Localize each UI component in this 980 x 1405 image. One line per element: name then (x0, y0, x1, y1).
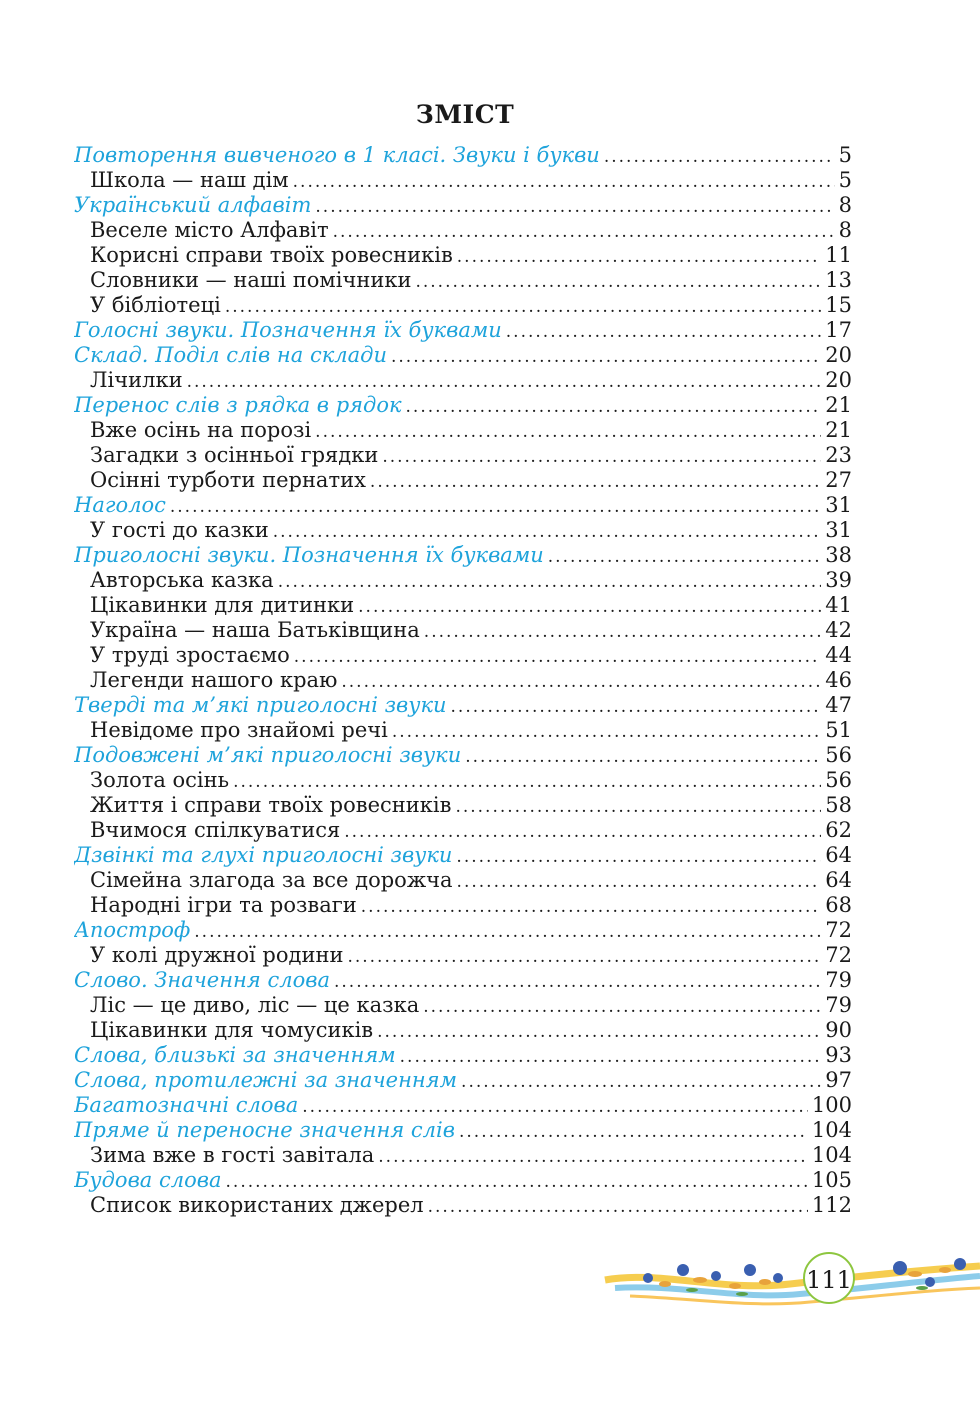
toc-entry-page: 8 (838, 193, 852, 217)
toc-entry-page: 79 (825, 968, 852, 992)
dot-leader (315, 420, 821, 443)
toc-subentry (74, 568, 852, 593)
toc-subentry (74, 643, 852, 668)
toc-entry-page: 31 (825, 493, 852, 517)
dot-leader (415, 270, 821, 293)
toc-entry-page: 100 (811, 1093, 852, 1117)
toc-subentry (74, 593, 852, 618)
toc-entry-page: 44 (825, 643, 852, 667)
toc-entry-title: Приголосні звуки. Позначення їх буквами (74, 543, 544, 567)
dot-leader (548, 545, 822, 568)
toc-section-entry (74, 393, 852, 418)
toc-subentry (74, 993, 852, 1018)
toc-entry-page: 64 (825, 868, 852, 892)
toc-entry-title: Будова слова (74, 1168, 222, 1192)
toc-subentry (74, 368, 852, 393)
toc-entry-title: Вчимося спілкуватися (90, 818, 341, 842)
toc-entry-page: 104 (811, 1143, 852, 1167)
toc-entry-title: Вже осінь на порозі (90, 418, 312, 442)
toc-subentry (74, 943, 852, 968)
toc-entry-page: 21 (825, 418, 852, 442)
toc-entry-title: Золота осінь (90, 768, 230, 792)
dot-leader (428, 1195, 808, 1218)
toc-entry-title: У колі дружної родини (90, 943, 344, 967)
dot-leader (465, 745, 821, 768)
toc-entry-page: 97 (825, 1068, 852, 1092)
dot-leader (361, 895, 822, 918)
toc-section-entry (74, 343, 852, 368)
toc-entry-title: Ліс — це диво, ліс — це казка (90, 993, 420, 1017)
dot-leader (333, 220, 835, 243)
toc-entry-title: Життя і справи твоїх ровесників (90, 793, 452, 817)
toc-entry-title: Український алфавіт (74, 193, 312, 217)
page-title: ЗМІСТ (415, 100, 515, 129)
dot-leader (406, 395, 822, 418)
dot-leader (334, 970, 821, 993)
toc-entry-page: 5 (838, 168, 852, 192)
toc-subentry (74, 418, 852, 443)
dot-leader (225, 295, 821, 318)
toc-entry-page: 21 (825, 393, 852, 417)
toc-entry-page: 8 (838, 218, 852, 242)
toc-entry-page: 93 (825, 1043, 852, 1067)
toc-entry-title: Склад. Поділ слів на склади (74, 343, 387, 367)
dot-leader (233, 770, 821, 793)
toc-entry-title: Список використаних джерел (90, 1193, 424, 1217)
dot-leader (456, 845, 821, 868)
toc-section-entry (74, 843, 852, 868)
dot-leader (423, 995, 821, 1018)
toc-subentry (74, 718, 852, 743)
toc-entry-page: 112 (811, 1193, 852, 1217)
toc-entry-title: Школа — наш дім (90, 168, 289, 192)
toc-entry-title: Голосні звуки. Позначення їх буквами (74, 318, 502, 342)
toc-entry-page: 104 (811, 1118, 852, 1142)
toc-entry-page: 39 (825, 568, 852, 592)
toc-section-entry (74, 1093, 852, 1118)
toc-entry-page: 20 (825, 343, 852, 367)
dot-leader (451, 695, 822, 718)
toc-entry-page: 46 (825, 668, 852, 692)
dot-leader (457, 870, 822, 893)
toc-entry-title: Багатозначні слова (74, 1093, 299, 1117)
toc-entry-title: Пряме й переносне значення слів (74, 1118, 455, 1142)
toc-entry-page: 38 (825, 543, 852, 567)
toc-entry-page: 56 (825, 768, 852, 792)
toc-entry-page: 23 (825, 443, 852, 467)
toc-entry-page: 62 (825, 818, 852, 842)
toc-subentry (74, 218, 852, 243)
table-of-contents (74, 143, 852, 1218)
dot-leader (170, 495, 821, 518)
dot-leader (187, 370, 822, 393)
dot-leader (604, 145, 835, 168)
toc-entry-page: 41 (825, 593, 852, 617)
dot-leader (382, 445, 821, 468)
toc-entry-title: У гості до казки (90, 518, 269, 542)
toc-entry-page: 68 (825, 893, 852, 917)
dot-leader (278, 570, 822, 593)
toc-entry-title: Легенди нашого краю (90, 668, 338, 692)
toc-entry-title: Цікавинки для чомусиків (90, 1018, 374, 1042)
dot-leader (358, 595, 821, 618)
toc-entry-title: Апостроф (74, 918, 191, 942)
toc-subentry (74, 443, 852, 468)
dot-leader (293, 170, 835, 193)
toc-entry-page: 13 (825, 268, 852, 292)
dot-leader (391, 345, 821, 368)
floral-ribbon-decoration (600, 1240, 980, 1325)
toc-subentry (74, 893, 852, 918)
dot-leader (302, 1095, 808, 1118)
toc-subentry (74, 1143, 852, 1168)
toc-entry-page: 64 (825, 843, 852, 867)
dot-leader (315, 195, 834, 218)
dot-leader (341, 670, 821, 693)
toc-entry-page: 20 (825, 368, 852, 392)
toc-section-entry (74, 318, 852, 343)
dot-leader (344, 820, 821, 843)
dot-leader (461, 1070, 821, 1093)
toc-entry-title: Лічилки (90, 368, 183, 392)
toc-entry-title: Сімейна злагода за все дорожча (90, 868, 453, 892)
toc-entry-page: 72 (825, 918, 852, 942)
dot-leader (400, 1045, 822, 1068)
toc-section-entry (74, 743, 852, 768)
toc-entry-title: Народні ігри та розваги (90, 893, 357, 917)
toc-entry-page: 31 (825, 518, 852, 542)
toc-section-entry (74, 693, 852, 718)
toc-subentry (74, 1018, 852, 1043)
dot-leader (370, 470, 821, 493)
dot-leader (377, 1020, 821, 1043)
dot-leader (392, 720, 821, 743)
page-number: 111 (803, 1252, 855, 1304)
toc-section-entry (74, 1068, 852, 1093)
toc-subentry (74, 1193, 852, 1218)
dot-leader (294, 645, 821, 668)
toc-section-entry (74, 1118, 852, 1143)
toc-entry-title: Подовжені м’які приголосні звуки (74, 743, 462, 767)
dot-leader (194, 920, 821, 943)
toc-entry-title: Авторська казка (90, 568, 274, 592)
toc-entry-title: Словники — наші помічники (90, 268, 412, 292)
toc-subentry (74, 518, 852, 543)
toc-entry-page: 56 (825, 743, 852, 767)
toc-section-entry (74, 193, 852, 218)
toc-entry-title: Дзвінкі та глухі приголосні звуки (74, 843, 453, 867)
dot-leader (455, 795, 821, 818)
dot-leader (459, 1120, 808, 1143)
toc-section-entry (74, 1043, 852, 1068)
toc-subentry (74, 768, 852, 793)
toc-subentry (74, 293, 852, 318)
toc-entry-page: 51 (825, 718, 852, 742)
toc-entry-page: 58 (825, 793, 852, 817)
toc-entry-title: Невідоме про знайомі речі (90, 718, 388, 742)
toc-entry-title: Корисні справи твоїх ровесників (90, 243, 453, 267)
dot-leader (378, 1145, 808, 1168)
toc-section-entry (74, 1168, 852, 1193)
toc-entry-title: Осінні турботи пернатих (90, 468, 366, 492)
toc-entry-page: 27 (825, 468, 852, 492)
toc-entry-title: Слова, протилежні за значенням (74, 1068, 458, 1092)
toc-subentry (74, 793, 852, 818)
toc-entry-page: 15 (825, 293, 852, 317)
dot-leader (226, 1170, 808, 1193)
toc-entry-page: 90 (825, 1018, 852, 1042)
toc-entry-page: 5 (838, 143, 852, 167)
toc-entry-page: 47 (825, 693, 852, 717)
toc-section-entry (74, 968, 852, 993)
toc-entry-title: Україна — наша Батьківщина (90, 618, 420, 642)
toc-entry-page: 79 (825, 993, 852, 1017)
dot-leader (347, 945, 821, 968)
toc-entry-title: У труді зростаємо (90, 643, 290, 667)
toc-entry-title: Наголос (74, 493, 166, 517)
toc-subentry (74, 243, 852, 268)
toc-subentry (74, 668, 852, 693)
toc-entry-title: Перенос слів з рядка в рядок (74, 393, 402, 417)
toc-entry-title: У бібліотеці (90, 293, 221, 317)
toc-entry-page: 105 (811, 1168, 852, 1192)
toc-section-entry (74, 543, 852, 568)
toc-entry-page: 11 (825, 243, 852, 267)
toc-entry-title: Цікавинки для дитинки (90, 593, 355, 617)
toc-subentry (74, 618, 852, 643)
toc-entry-page: 72 (825, 943, 852, 967)
toc-entry-title: Зима вже в гості завітала (90, 1143, 375, 1167)
toc-entry-title: Слова, близькі за значенням (74, 1043, 396, 1067)
toc-subentry (74, 468, 852, 493)
toc-entry-page: 17 (825, 318, 852, 342)
toc-entry-title: Веселе місто Алфавіт (90, 218, 329, 242)
toc-subentry (74, 868, 852, 893)
toc-entry-title: Повторення вивченого в 1 класі. Звуки і букви (74, 143, 600, 167)
toc-subentry (74, 168, 852, 193)
dot-leader (273, 520, 822, 543)
toc-subentry (74, 268, 852, 293)
dot-leader (457, 245, 821, 268)
toc-entry-page: 42 (825, 618, 852, 642)
toc-entry-title: Загадки з осінньої грядки (90, 443, 379, 467)
toc-entry-title: Слово. Значення слова (74, 968, 330, 992)
toc-section-entry (74, 918, 852, 943)
toc-section-entry (74, 493, 852, 518)
toc-subentry (74, 818, 852, 843)
toc-section-entry (74, 143, 852, 168)
dot-leader (506, 320, 821, 343)
dot-leader (424, 620, 821, 643)
toc-entry-title: Тверді та м’які приголосні звуки (74, 693, 447, 717)
